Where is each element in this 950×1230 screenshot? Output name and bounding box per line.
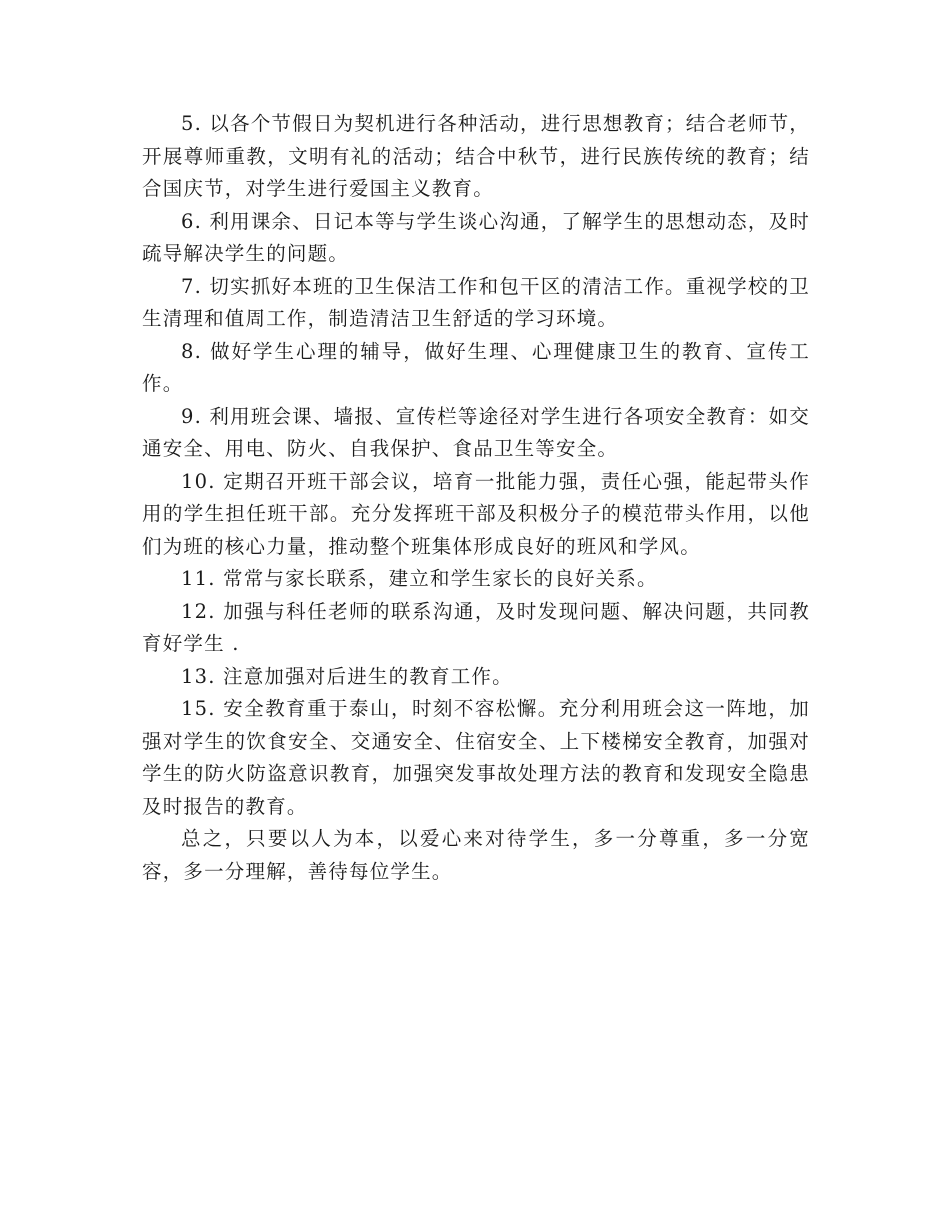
paragraph-item-10: 10. 定期召开班干部会议，培育一批能力强，责任心强，能起带头作用的学生担任班干部。充分发挥班干部及积极分子的模范带头作用，以他们为班的核心力量，推动整个班集体形成良好的班风和学风。 [142, 469, 810, 558]
paragraph-conclusion: 总之，只要以人为本，以爱心来对待学生，多一分尊重，多一分宽容，多一分理解，善待每位学生。 [142, 827, 810, 883]
paragraph-item-13: 13. 注意加强对后进生的教育工作。 [181, 664, 513, 688]
paragraph-item-7: 7. 切实抓好本班的卫生保洁工作和包干区的清洁工作。重视学校的卫生清理和值周工作，制造清洁卫生舒适的学习环境。 [142, 274, 810, 330]
paragraph-item-12: 12. 加强与科任老师的联系沟通，及时发现问题、解决问题，共同教育好学生 . [142, 599, 810, 655]
paragraph-item-5: 5. 以各个节假日为契机进行各种活动，进行思想教育；结合老师节，开展尊师重教，文明有礼的活动；结合中秋节，进行民族传统的教育；结合国庆节，对学生进行爱国主义教育。 [142, 112, 810, 200]
document-body [142, 108, 810, 888]
paragraph-item-8: 8. 做好学生心理的辅导，做好生理、心理健康卫生的教育、宣传工作。 [142, 339, 810, 395]
paragraph-item-9: 9. 利用班会课、墙报、宣传栏等途径对学生进行各项安全教育：如交通安全、用电、防火、自我保护、食品卫生等安全。 [142, 404, 810, 460]
paragraph-item-15: 15. 安全教育重于泰山，时刻不容松懈。充分利用班会这一阵地，加强对学生的饮食安全、交通安全、住宿安全、上下楼梯安全教育，加强对学生的防火防盗意识教育，加强突发事故处理方法的教育和发现安全隐患及时报告的教育。 [142, 697, 810, 818]
paragraph-item-11: 11. 常常与家长联系，建立和学生家长的良好关系。 [181, 567, 658, 590]
paragraph-item-6: 6. 利用课余、日记本等与学生谈心沟通，了解学生的思想动态，及时疏导解决学生的问题。 [142, 209, 810, 265]
